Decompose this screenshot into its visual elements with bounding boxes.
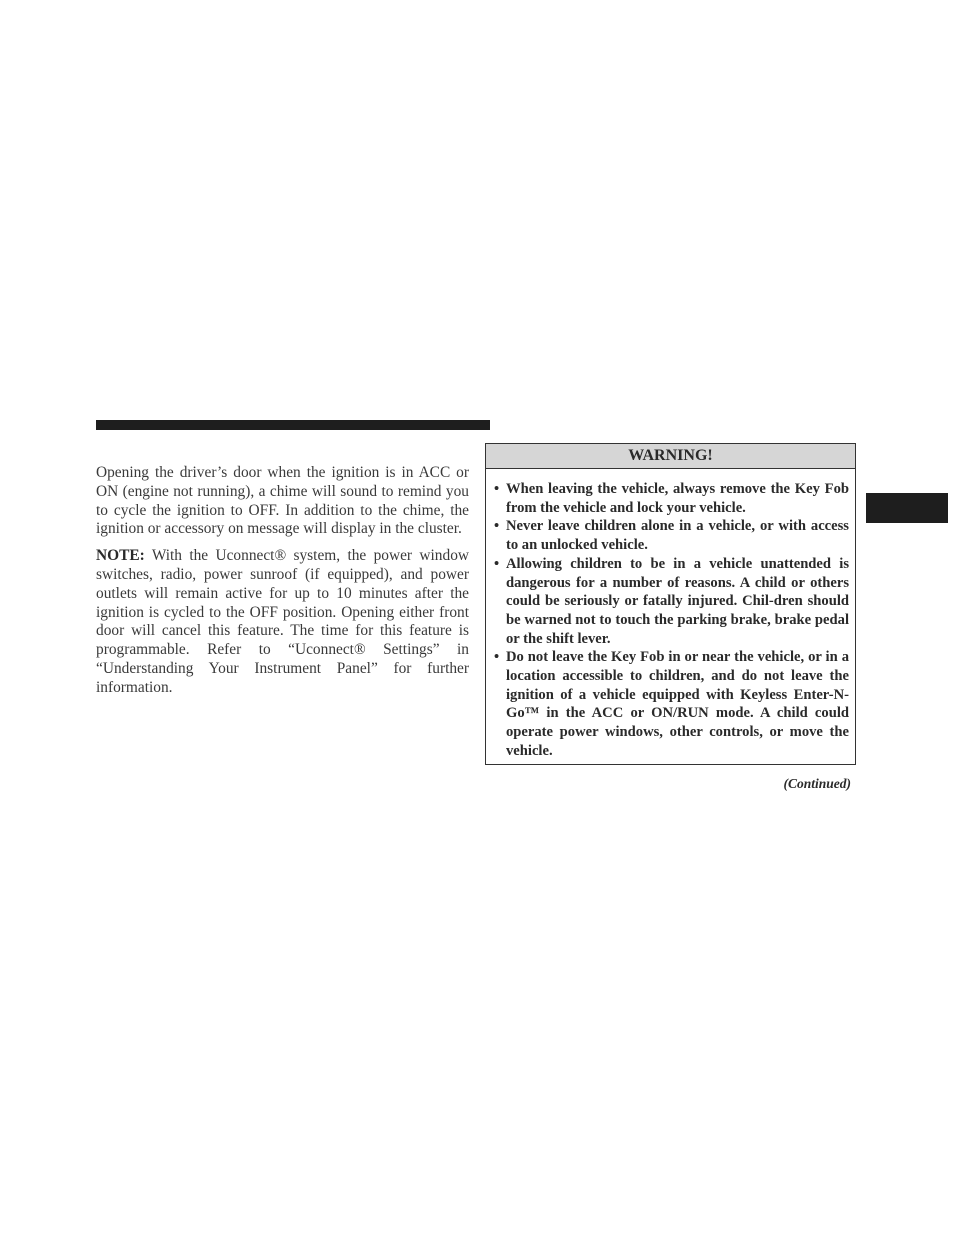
warning-item [494,555,849,649]
warning-item-text: Do not leave the Key Fob in or near the vehicle, or in a location accessible to children, and do not leave the ignition of a vehicle equipped with Keyless Enter-N-Go™ in the ACC or ON/RUN mode. A child could operate power windows, other controls, or move the vehicle. [506,649,849,759]
chapter-tab [866,493,948,523]
bullet-icon: • [494,481,500,497]
bullet-icon: • [494,555,500,572]
note-paragraph [96,547,469,697]
note-text: With the Uconnect® system, the power window switches, radio, power sunroof (if equipped), and power outlets will remain active for up to 10 minutes after the ignition is cycled to the OFF position. Opening either front door will cancel this feature. The time for this feature is programmable. Refer to “Uconnect® Settings” in “Understanding Your Instrument Panel” for further information. [96,547,469,696]
warning-item-text: Never leave children alone in a vehicle, or with access to an unlocked vehicle. [506,518,849,554]
note-label: NOTE: [96,547,145,565]
body-text-column [96,464,469,706]
continued-label: (Continued) [783,776,851,791]
warning-title: WARNING! [486,444,855,469]
warning-item [494,480,849,517]
warning-item-text: Allowing children to be in a vehicle unattended is dangerous for a number of reasons. A child or others could be seriously or fatally injured. Chil-dren should be warned not to touch the parking brake, brake pedal or the shift lever. [506,555,849,647]
ignition-chime-paragraph: Opening the driver’s door when the ignition is in ACC or ON (engine not running), a chime will sound to remind you to cycle the ignition to OFF. In addition to the chime, the ignition or accessory on message will display in the cluster. [96,464,469,538]
warning-item-text: When leaving the vehicle, always remove the Key Fob from the vehicle and lock your vehicle. [506,481,849,516]
section-header-rule [96,420,490,430]
warning-box [485,443,856,765]
bullet-icon: • [494,649,500,666]
warning-list [486,469,855,761]
warning-item [494,517,849,554]
warning-item [494,648,849,760]
bullet-icon: • [494,518,500,535]
